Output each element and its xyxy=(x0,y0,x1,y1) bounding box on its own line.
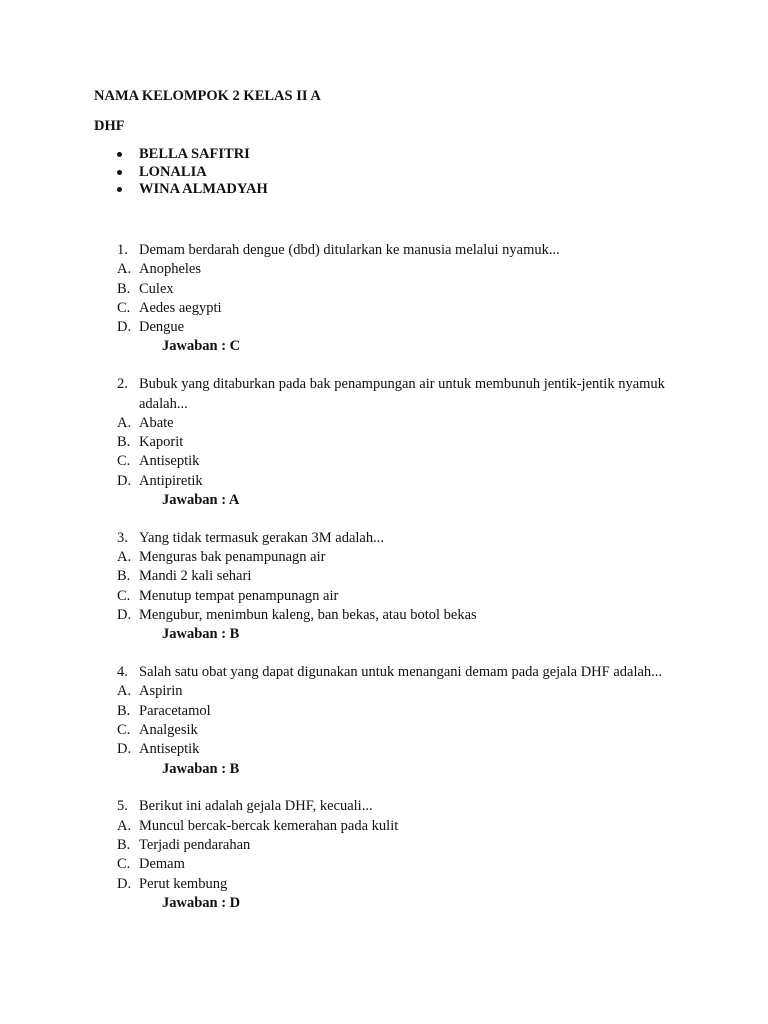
question-prompt: Berikut ini adalah gejala DHF, kecuali... xyxy=(139,798,373,815)
member-item xyxy=(117,180,268,198)
question-number: 1. xyxy=(117,242,128,258)
option-item xyxy=(117,855,677,874)
answer-key: Jawaban : B xyxy=(162,626,240,643)
option-letter: B. xyxy=(117,568,131,585)
option-text: Kaporit xyxy=(139,434,184,451)
option-text: Mengubur, menimbun kaleng, ban bekas, atau botol bekas xyxy=(139,607,477,624)
option-text: Terjadi pendarahan xyxy=(139,837,251,854)
member-item xyxy=(117,145,268,163)
bullet-icon xyxy=(117,187,122,192)
option-letter: C. xyxy=(117,856,131,873)
option-item xyxy=(117,280,677,299)
option-item xyxy=(117,740,677,759)
question-number: 2. xyxy=(117,376,128,393)
question-number: 4. xyxy=(117,664,128,681)
question-text xyxy=(117,241,677,260)
question-item xyxy=(117,375,677,510)
option-letter: D. xyxy=(117,875,132,892)
option-item xyxy=(117,721,677,740)
option-letter: A. xyxy=(117,683,132,700)
option-letter: A. xyxy=(117,414,132,431)
option-item xyxy=(117,472,677,491)
option-letter: A. xyxy=(117,261,132,278)
question-text xyxy=(117,375,677,414)
option-text: Demam xyxy=(139,856,185,873)
option-item xyxy=(117,260,677,279)
option-text: Dengue xyxy=(139,319,185,336)
option-item xyxy=(117,433,677,452)
option-item xyxy=(117,587,677,606)
option-text: Muncul bercak-bercak kemerahan pada kulit xyxy=(139,817,399,834)
option-item xyxy=(117,548,677,567)
option-letter: C. xyxy=(117,453,131,470)
document-subtitle: DHF xyxy=(94,118,125,134)
option-item xyxy=(117,836,677,855)
bullet-icon xyxy=(117,170,122,175)
question-prompt: Bubuk yang ditaburkan pada bak penampungan air untuk membunuh jentik-jentik nyamuk adalah... xyxy=(139,376,665,412)
question-prompt: Salah satu obat yang dapat digunakan untuk menangani demam pada gejala DHF adalah... xyxy=(139,664,663,681)
member-name: BELLA SAFITRI xyxy=(139,146,250,162)
option-item xyxy=(117,567,677,586)
option-item xyxy=(117,318,677,337)
question-list xyxy=(117,241,677,932)
member-name: LONALIA xyxy=(139,163,207,180)
document-title: NAMA KELOMPOK 2 KELAS II A xyxy=(94,88,321,104)
option-text: Anopheles xyxy=(139,261,202,278)
option-item xyxy=(117,702,677,721)
member-list xyxy=(117,145,268,198)
question-prompt: Yang tidak termasuk gerakan 3M adalah... xyxy=(139,529,384,546)
option-item xyxy=(117,817,677,836)
option-text: Antiseptik xyxy=(139,453,200,470)
member-item xyxy=(117,163,268,181)
option-text: Antipiretik xyxy=(139,472,203,489)
option-text: Antiseptik xyxy=(139,741,200,758)
answer-key: Jawaban : A xyxy=(162,492,240,509)
option-letter: B. xyxy=(117,434,131,451)
option-letter: B. xyxy=(117,702,131,719)
option-text: Mandi 2 kali sehari xyxy=(139,568,252,585)
question-text xyxy=(117,663,677,682)
question-item xyxy=(117,797,677,913)
option-letter: D. xyxy=(117,472,132,489)
question-number: 3. xyxy=(117,529,128,546)
option-item xyxy=(117,414,677,433)
option-letter: A. xyxy=(117,817,132,834)
option-text: Aspirin xyxy=(139,683,183,700)
option-text: Menutup tempat penampunagn air xyxy=(139,587,339,604)
question-item xyxy=(117,663,677,779)
answer-key: Jawaban : B xyxy=(162,760,240,777)
option-text: Menguras bak penampunagn air xyxy=(139,549,326,566)
option-text: Abate xyxy=(139,414,174,431)
option-item xyxy=(117,875,677,894)
question-text xyxy=(117,529,677,548)
option-text: Analgesik xyxy=(139,722,198,739)
option-letter: B. xyxy=(117,280,131,297)
question-number: 5. xyxy=(117,798,128,815)
bullet-icon xyxy=(117,152,122,157)
question-prompt: Demam berdarah dengue (dbd) ditularkan ke manusia melalui nyamuk... xyxy=(139,242,560,258)
option-item xyxy=(117,606,677,625)
question-item xyxy=(117,241,677,357)
option-text: Perut kembung xyxy=(139,875,228,892)
option-letter: B. xyxy=(117,837,131,854)
option-letter: C. xyxy=(117,722,131,739)
option-item xyxy=(117,452,677,471)
question-item xyxy=(117,529,677,645)
member-name: WINA ALMADYAH xyxy=(139,181,268,197)
answer-key: Jawaban : C xyxy=(162,338,241,355)
answer-key: Jawaban : D xyxy=(162,894,241,911)
option-text: Culex xyxy=(139,280,174,297)
option-item xyxy=(117,682,677,701)
option-text: Paracetamol xyxy=(139,702,211,719)
option-letter: A. xyxy=(117,549,132,566)
option-letter: D. xyxy=(117,607,132,624)
option-letter: D. xyxy=(117,741,132,758)
option-letter: C. xyxy=(117,587,131,604)
option-item xyxy=(117,299,677,318)
option-letter: D. xyxy=(117,319,132,336)
option-text: Aedes aegypti xyxy=(139,299,222,316)
option-letter: C. xyxy=(117,299,131,316)
question-text xyxy=(117,797,677,816)
